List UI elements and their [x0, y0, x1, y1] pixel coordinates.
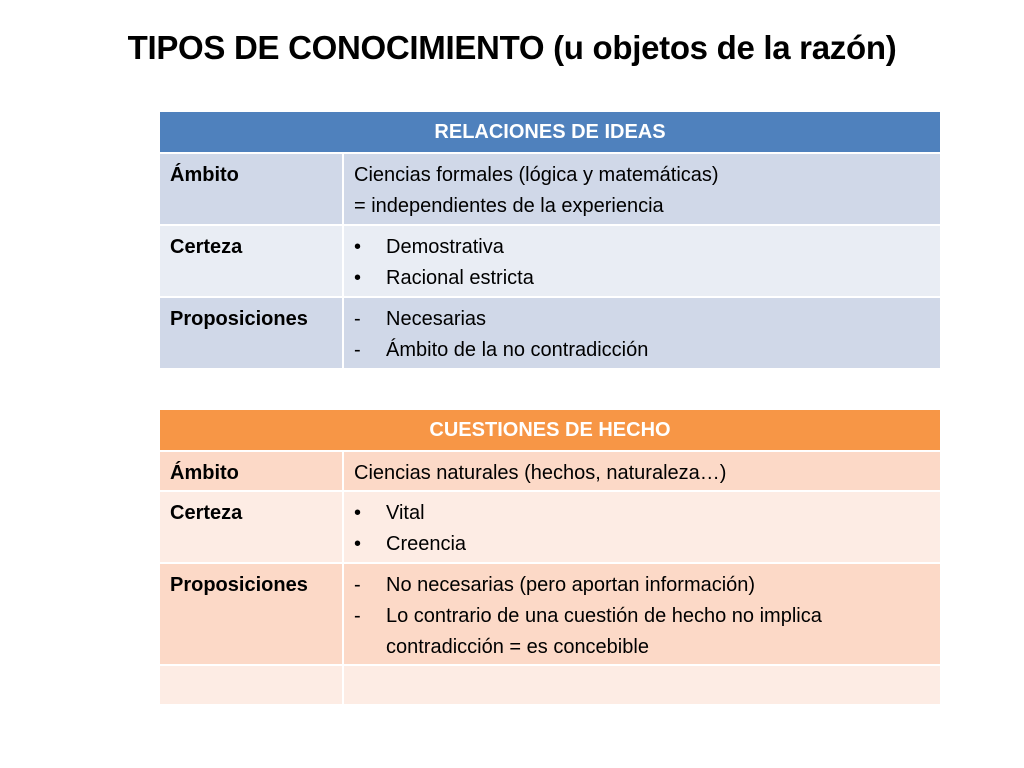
- proposiciones-value: [343, 563, 941, 665]
- list-item: - No necesarias (pero aportan información): [354, 570, 932, 601]
- bullet-icon: •: [354, 533, 362, 555]
- row-label-certeza: Certeza: [159, 225, 343, 297]
- ambito-line: Ciencias formales (lógica y matemáticas): [354, 164, 719, 186]
- row-label-certeza: Certeza: [159, 491, 343, 563]
- table-row: [159, 563, 941, 665]
- dash-icon: -: [354, 605, 361, 627]
- list-item: - Ámbito de la no contradicción: [354, 335, 932, 366]
- proposiciones-list: [354, 304, 932, 366]
- table-row: [159, 491, 941, 563]
- row-label-ambito: Ámbito: [159, 153, 343, 225]
- slide-title: TIPOS DE CONOCIMIENTO (u objetos de la razón): [127, 29, 897, 66]
- table-row: [159, 153, 941, 225]
- cuestiones-de-hecho-table: [158, 408, 942, 706]
- bullet-icon: •: [354, 502, 362, 524]
- dash-icon: -: [354, 308, 361, 330]
- table-row: [159, 297, 941, 369]
- certeza-value: [343, 491, 941, 563]
- empty-cell: [159, 665, 343, 705]
- list-item: - Lo contrario de una cuestión de hecho no implica contradicción = es concebible: [354, 601, 932, 663]
- list-item: • Demostrativa: [354, 232, 932, 263]
- list-item: - Necesarias: [354, 304, 932, 335]
- list-item: • Creencia: [354, 529, 932, 560]
- certeza-value: [343, 225, 941, 297]
- certeza-list: [354, 498, 932, 560]
- row-label-proposiciones: Proposiciones: [159, 563, 343, 665]
- bullet-icon: •: [354, 267, 362, 289]
- certeza-list: [354, 232, 932, 294]
- table-row: [159, 451, 941, 491]
- ambito-value: Ciencias naturales (hechos, naturaleza…): [343, 451, 941, 491]
- relaciones-header: RELACIONES DE IDEAS: [159, 111, 941, 153]
- empty-cell: [343, 665, 941, 705]
- relaciones-de-ideas-table: [158, 110, 942, 370]
- proposiciones-list: [354, 570, 932, 663]
- dash-icon: -: [354, 339, 361, 361]
- table-row: [159, 225, 941, 297]
- proposiciones-value: [343, 297, 941, 369]
- row-label-proposiciones: Proposiciones: [159, 297, 343, 369]
- table-row-empty: [159, 665, 941, 705]
- list-item: • Vital: [354, 498, 932, 529]
- bullet-icon: •: [354, 236, 362, 258]
- ambito-value: [343, 153, 941, 225]
- row-label-ambito: Ámbito: [159, 451, 343, 491]
- list-item: • Racional estricta: [354, 263, 932, 294]
- cuestiones-header: CUESTIONES DE HECHO: [159, 409, 941, 451]
- dash-icon: -: [354, 574, 361, 596]
- ambito-line: = independientes de la experiencia: [354, 195, 664, 217]
